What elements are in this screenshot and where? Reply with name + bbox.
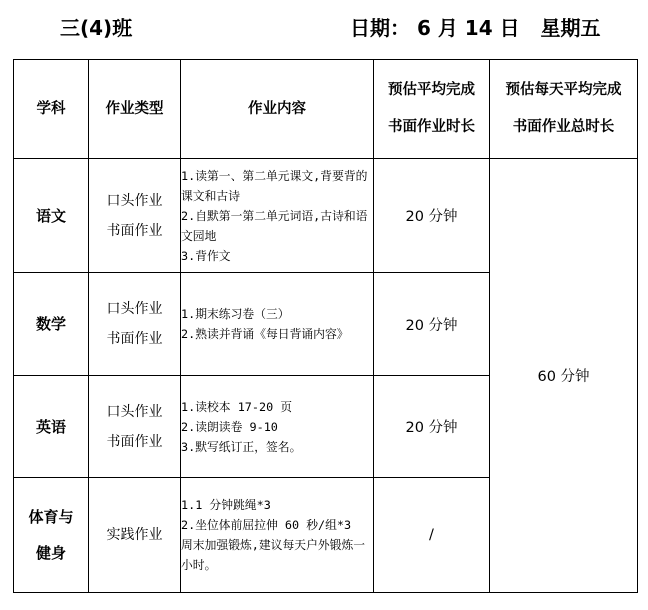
subject-cell	[14, 478, 89, 593]
col-header-daily-total-line2: 书面作业总时长	[512, 119, 615, 135]
subject-label: 英语	[35, 417, 66, 436]
type-label: 口头作业	[106, 301, 163, 317]
content-item: 2.自默第一第二单元词语,古诗和语文园地	[181, 208, 368, 243]
subject-label: 语文	[35, 206, 66, 225]
table-header-row	[14, 60, 638, 159]
subject-label: 体育与	[28, 508, 74, 526]
avg-time-cell: 20 分钟	[374, 159, 490, 273]
subject-cell	[14, 159, 89, 273]
col-header-daily-total-line1: 预估每天平均完成	[505, 82, 622, 98]
subject-cell	[14, 273, 89, 376]
subject-label: 健身	[35, 544, 66, 562]
date-label: 日期： 6 月 14 日 星期五	[350, 16, 601, 40]
content-item: 周末加强锻炼,建议每天户外锻炼一小时。	[181, 538, 366, 572]
daily-total-cell: 60 分钟	[490, 159, 638, 593]
col-header-subject: 学科	[14, 60, 89, 159]
subject-label: 数学	[35, 315, 66, 333]
type-label: 书面作业	[106, 222, 163, 239]
content-item: 3.背作文	[181, 248, 231, 263]
content-cell	[181, 273, 374, 376]
col-header-avg-time-line2: 书面作业时长	[388, 119, 475, 135]
content-item: 1.读校本 17-20 页	[181, 399, 293, 414]
type-cell	[89, 159, 181, 273]
content-cell	[181, 376, 374, 478]
content-item: 2.读朗读卷 9-10	[181, 419, 278, 434]
type-label: 实践作业	[106, 527, 163, 543]
type-label: 口头作业	[106, 403, 163, 420]
content-item: 1.期末练习卷（三）	[181, 307, 290, 321]
col-header-avg-time-line1: 预估平均完成	[388, 82, 475, 98]
type-label: 口头作业	[106, 192, 163, 209]
col-header-type: 作业类型	[89, 60, 181, 159]
avg-time-cell: 20 分钟	[374, 376, 490, 478]
avg-time-cell: /	[374, 478, 490, 593]
table-row	[14, 159, 638, 273]
content-item: 2.坐位体前屈拉伸 60 秒/组*3	[181, 518, 352, 532]
type-cell	[89, 478, 181, 593]
type-label: 书面作业	[106, 433, 163, 450]
col-header-avg-time	[374, 60, 490, 159]
avg-time-cell: 20 分钟	[374, 273, 490, 376]
type-label: 书面作业	[106, 331, 163, 347]
content-cell	[181, 478, 374, 593]
subject-cell	[14, 376, 89, 478]
col-header-content: 作业内容	[181, 60, 374, 159]
content-cell	[181, 159, 374, 273]
content-item: 3.默写纸订正，签名。	[181, 439, 302, 454]
class-title: 三(4)班	[60, 16, 133, 40]
content-item: 2.熟读并背诵《每日背诵内容》	[181, 327, 349, 341]
type-cell	[89, 273, 181, 376]
col-header-daily-total	[490, 60, 638, 159]
content-item: 1.读第一、第二单元课文,背要背的课文和古诗	[181, 168, 368, 203]
homework-table	[13, 59, 638, 593]
content-item: 1.1 分钟跳绳*3	[181, 498, 271, 512]
type-cell	[89, 376, 181, 478]
